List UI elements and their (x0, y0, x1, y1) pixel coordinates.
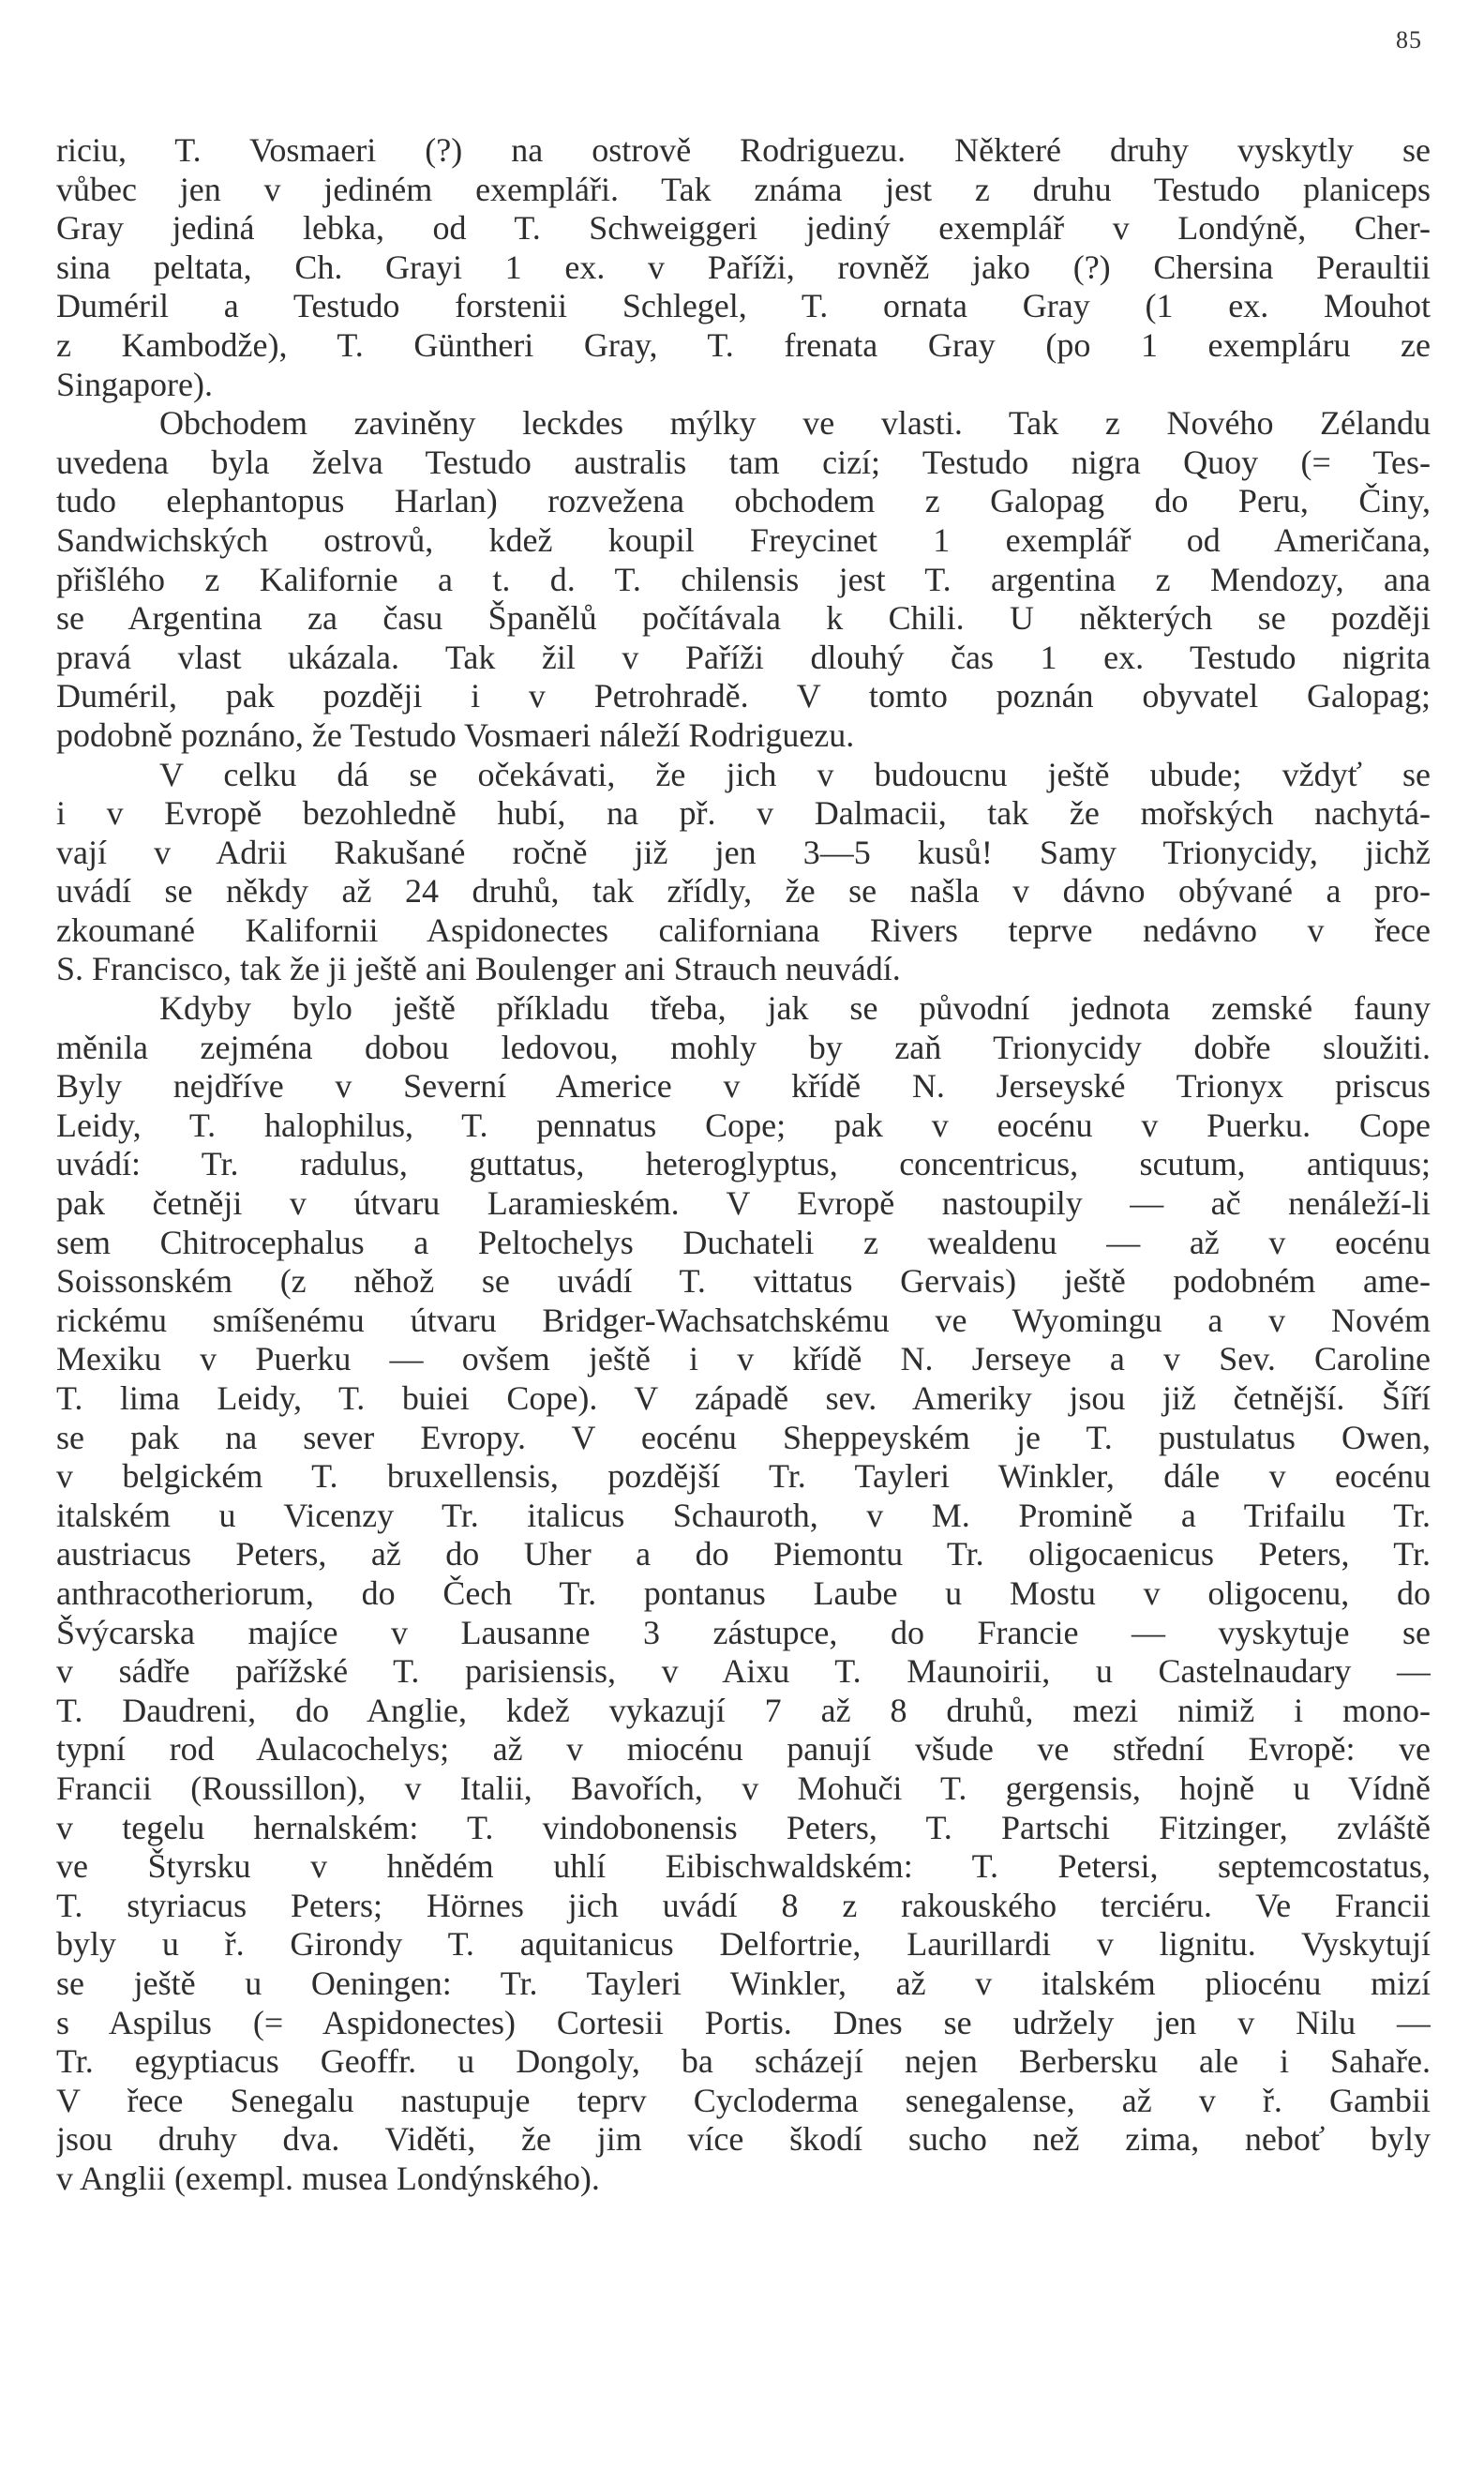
text-line: přišlého z Kalifornie a t. d. T. chilensis jest T. argentina z Mendozy, ana (56, 560, 1431, 598)
text-line: Soissonském (z něhož se uvádí T. vittatus Gervais) ještě podobném ame- (56, 1262, 1431, 1301)
text-line: tudo elephantopus Harlan) rozvežena obchodem z Galopag do Peru, Činy, (56, 482, 1431, 520)
text-line: z Kambodže), T. Güntheri Gray, T. frenata Gray (po 1 exempláru ze (56, 325, 1431, 364)
text-line: se Argentina za času Španělů počítávala k Chili. U některých se později (56, 599, 1431, 638)
text-line: Singapore). (56, 365, 213, 403)
text-line: V celku dá se očekávati, že jich v budoucnu ještě ubude; vždyť se (159, 755, 1431, 793)
text-line: byly u ř. Girondy T. aquitanicus Delfortrie, Laurillardi v lignitu. Vyskytují (56, 1925, 1431, 1964)
text-line: Kdyby bylo ještě příkladu třeba, jak se původní jednota zemské fauny (159, 989, 1431, 1028)
text-line: anthracotheriorum, do Čech Tr. pontanus Laube u Mostu v oligocenu, do (56, 1573, 1431, 1612)
text-line: uvádí se někdy až 24 druhů, tak zřídly, že se našla v dávno obývané a pro- (56, 872, 1431, 911)
text-line: T. styriacus Peters; Hörnes jich uvádí 8 z rakouského terciéru. Ve Francii (56, 1886, 1431, 1924)
text-line: uvádí: Tr. radulus, guttatus, heteroglyptus, concentricus, scutum, antiquus; (56, 1145, 1431, 1183)
text-line: S. Francisco, tak že ji ještě ani Boulenger ani Strauch neuvádí. (56, 950, 901, 988)
text-line: austriacus Peters, až do Uher a do Piemontu Tr. oligocaenicus Peters, Tr. (56, 1535, 1431, 1573)
text-line: T. Daudreni, do Anglie, kdež vykazují 7 až 8 druhů, mezi nimiž i mono- (56, 1691, 1431, 1729)
text-line: pak četněji v útvaru Laramieském. V Evropě nastoupily — ač nenáleží-li (56, 1184, 1431, 1223)
text-line: jsou druhy dva. Viděti, že jim více škodí sucho než zima, neboť byly (56, 2120, 1431, 2159)
text-line: podobně poznáno, že Testudo Vosmaeri náleží Rodriguezu. (56, 715, 855, 754)
text-line: sina peltata, Ch. Grayi 1 ex. v Paříži, rovněž jako (?) Chersina Peraultii (56, 248, 1431, 286)
text-line: Francii (Roussillon), v Italii, Bavořích, v Mohuči T. gergensis, hojně u Vídně (56, 1769, 1431, 1807)
text-line: v Anglii (exempl. musea Londýnského). (56, 2159, 600, 2197)
text-line: se pak na sever Evropy. V eocénu Sheppeyském je T. pustulatus Owen, (56, 1418, 1431, 1456)
text-line: Leidy, T. halophilus, T. pennatus Cope; pak v eocénu v Puerku. Cope (56, 1106, 1431, 1144)
text-line: v belgickém T. bruxellensis, pozdější Tr. Tayleri Winkler, dále v eocénu (56, 1457, 1431, 1496)
text-line: Tr. egyptiacus Geoffr. u Dongoly, ba scházejí nejen Berbersku ale i Sahaře. (56, 2042, 1431, 2081)
text-line: ve Štyrsku v hnědém uhlí Eibischwaldském: T. Petersi, septemcostatus, (56, 1847, 1431, 1886)
text-line: měnila zejména dobou ledovou, mohly by zaň Trionycidy dobře sloužiti. (56, 1028, 1431, 1066)
text-line: sem Chitrocephalus a Peltochelys Duchateli z wealdenu — až v eocénu (56, 1223, 1431, 1261)
paragraph (56, 989, 1431, 2198)
text-line: vají v Adrii Rakušané ročně již jen 3—5 kusů! Samy Trionycidy, jichž (56, 833, 1431, 871)
text-line: typní rod Aulacochelys; až v miocénu panují všude ve střední Evropě: ve (56, 1730, 1431, 1769)
text-line: pravá vlast ukázala. Tak žil v Paříži dlouhý čas 1 ex. Testudo nigrita (56, 638, 1431, 676)
text-line: s Aspilus (= Aspidonectes) Cortesii Portis. Dnes se udržely jen v Nilu — (56, 2003, 1431, 2041)
text-line: Sandwichských ostrovů, kdež koupil Freycinet 1 exemplář od Američana, (56, 520, 1431, 559)
text-line: v sádře pařížské T. parisiensis, v Aixu T. Maunoirii, u Castelnaudary — (56, 1652, 1431, 1691)
text-line: V řece Senegalu nastupuje teprv Cycloderma senegalense, až v ř. Gambii (56, 2081, 1431, 2119)
text-line: Byly nejdříve v Severní Americe v křídě N. Jerseyské Trionyx priscus (56, 1067, 1431, 1106)
text-line: rickému smíšenému útvaru Bridger-Wachsatchskému ve Wyomingu a v Novém (56, 1301, 1431, 1339)
paragraph (56, 756, 1431, 990)
body-text (56, 131, 1431, 2198)
text-line: Švýcarska majíce v Lausanne 3 zástupce, do Francie — vyskytuje se (56, 1613, 1431, 1651)
text-line: riciu, T. Vosmaeri (?) na ostrově Rodriguezu. Některé druhy vyskytly se (56, 131, 1431, 169)
paragraph (56, 131, 1431, 404)
text-line: Duméril, pak později i v Petrohradě. V tomto poznán obyvatel Galopag; (56, 677, 1431, 715)
text-line: Obchodem zaviněny leckdes mýlky ve vlasti. Tak z Nového Zélandu (159, 404, 1431, 443)
text-line: i v Evropě bezohledně hubí, na př. v Dalmacii, tak že mořských nachytá- (56, 794, 1431, 833)
page-number: 85 (1396, 26, 1422, 53)
text-line: Gray jediná lebka, od T. Schweiggeri jediný exemplář v Londýně, Cher- (56, 209, 1431, 248)
text-line: v tegelu hernalském: T. vindobonensis Peters, T. Partschi Fitzinger, zvláště (56, 1808, 1431, 1846)
text-line: italském u Vicenzy Tr. italicus Schauroth, v M. Promině a Trifailu Tr. (56, 1496, 1431, 1534)
text-line: uvedena byla želva Testudo australis tam cizí; Testudo nigra Quoy (= Tes- (56, 443, 1431, 481)
text-line: Duméril a Testudo forstenii Schlegel, T. ornata Gray (1 ex. Mouhot (56, 287, 1431, 325)
paragraph (56, 404, 1431, 755)
text-line: zkoumané Kalifornii Aspidonectes californiana Rivers teprve nedávno v řece (56, 911, 1431, 949)
text-line: Mexiku v Puerku — ovšem ještě i v křídě N. Jerseye a v Sev. Caroline (56, 1340, 1431, 1378)
text-line: vůbec jen v jediném exempláři. Tak známa jest z druhu Testudo planiceps (56, 170, 1431, 208)
text-line: se ještě u Oeningen: Tr. Tayleri Winkler, až v italském pliocénu mizí (56, 1964, 1431, 2002)
text-line: T. lima Leidy, T. buiei Cope). V západě sev. Ameriky jsou již četnější. Šíří (56, 1379, 1431, 1417)
